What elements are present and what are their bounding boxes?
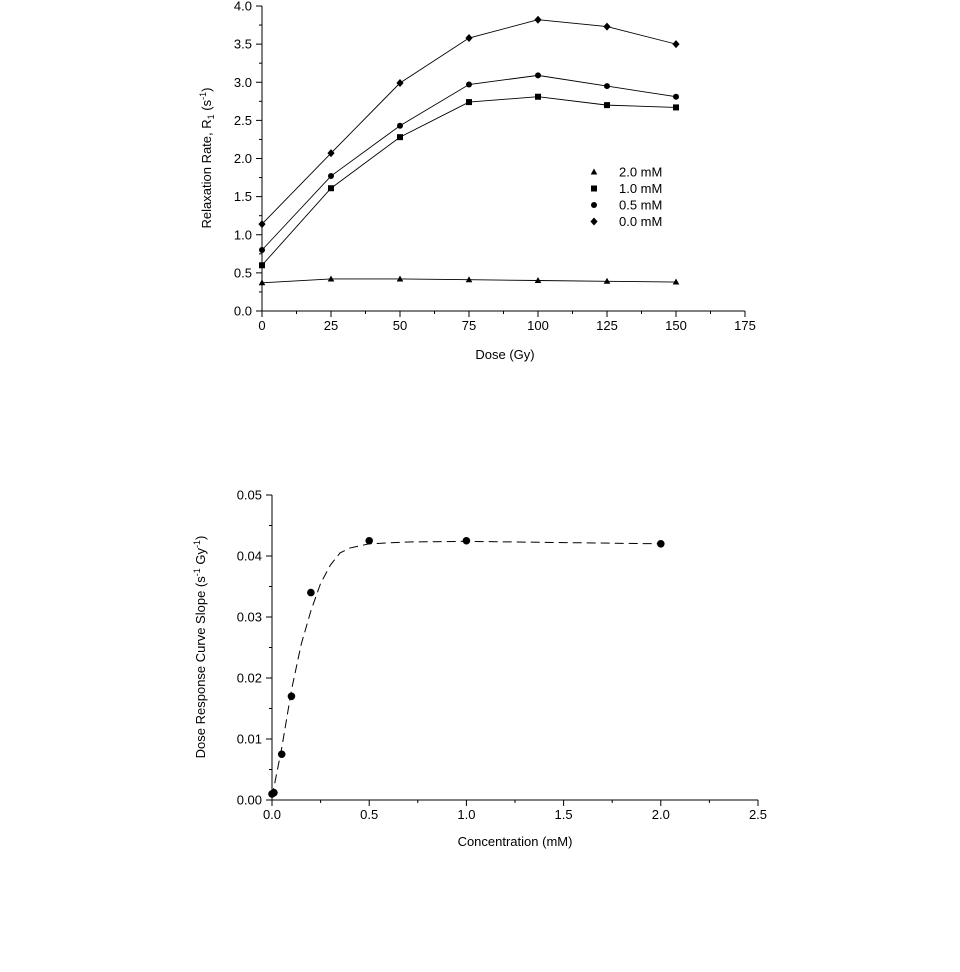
chart1-data-point bbox=[465, 34, 472, 42]
chart1-y-tick-label: 3.5 bbox=[233, 36, 252, 52]
chart1-data-point bbox=[328, 275, 335, 281]
chart1-legend bbox=[590, 165, 662, 230]
chart1-legend-marker bbox=[590, 218, 597, 226]
chart2-x-tick-label: 0.5 bbox=[360, 807, 379, 822]
chart1-x-tick-label: 50 bbox=[392, 318, 408, 333]
chart1-x-tick-label: 100 bbox=[527, 318, 549, 333]
chart2-data-point bbox=[288, 693, 296, 701]
chart2-y-tick-label: 0.03 bbox=[236, 609, 262, 625]
chart2-x-tick-label: 1.5 bbox=[554, 807, 573, 822]
chart1-x-axis-title: Dose (Gy) bbox=[475, 347, 535, 362]
chart1-y-tick-label: 0.0 bbox=[233, 303, 252, 319]
chart2-y-title-sup2: -1 bbox=[192, 539, 202, 549]
chart2-y-title-close: ) bbox=[193, 535, 208, 540]
chart1-data-point bbox=[673, 279, 680, 285]
chart1-data-point bbox=[466, 99, 472, 105]
chart1-legend-label: 0.5 mM bbox=[619, 197, 663, 213]
chart1-data-point bbox=[534, 16, 541, 24]
chart1-data-point bbox=[397, 275, 404, 281]
chart1-x-tick-label: 175 bbox=[734, 318, 756, 333]
chart1-data-point bbox=[603, 23, 610, 31]
chart1-x-tick-label: 75 bbox=[461, 318, 477, 333]
chart1-legend-marker bbox=[591, 186, 597, 192]
chart1-series-line-3 bbox=[262, 20, 676, 224]
chart2-data-point bbox=[463, 537, 471, 545]
chart1-data-point bbox=[604, 102, 610, 108]
chart1-data-point bbox=[604, 278, 611, 284]
chart1-y-axis-title bbox=[198, 88, 216, 229]
chart2-x-tick-label: 1.0 bbox=[457, 807, 476, 822]
chart2-fit-curve bbox=[272, 541, 661, 797]
chart2-data-point bbox=[365, 537, 373, 545]
chart2-series-group bbox=[268, 537, 664, 798]
chart2-y-title-mid: Gy bbox=[193, 548, 208, 569]
chart2-x-tick-label: 0.0 bbox=[262, 807, 282, 822]
chart1-y-tick-label: 1.5 bbox=[233, 189, 252, 205]
chart1-y-tick-label: 0.5 bbox=[233, 265, 252, 281]
chart1-data-point bbox=[466, 276, 473, 282]
chart2-data-point bbox=[278, 750, 286, 758]
chart1-legend-marker bbox=[591, 202, 597, 208]
chart1-x-tick-label: 150 bbox=[665, 318, 687, 333]
chart1-data-point bbox=[328, 173, 334, 179]
chart1-legend-label: 1.0 mM bbox=[619, 181, 663, 196]
chart2-x-tick-label: 2.0 bbox=[651, 807, 670, 822]
chart1-data-point bbox=[397, 123, 403, 129]
chart2-y-title-sup1: -1 bbox=[192, 568, 202, 577]
chart1-x-tick-label: 0 bbox=[258, 318, 266, 333]
chart1-y-tick-label: 2.0 bbox=[233, 151, 252, 166]
chart1-legend-marker bbox=[591, 169, 598, 175]
chart1-data-point bbox=[673, 104, 679, 110]
chart2-y-axis-title bbox=[192, 536, 208, 759]
chart2-y-tick-label: 0.02 bbox=[236, 670, 262, 686]
chart1-y-title-close: ) bbox=[199, 87, 214, 92]
dose-response-slope-chart bbox=[192, 488, 767, 850]
relaxation-rate-chart bbox=[198, 0, 756, 362]
chart1-series-group bbox=[258, 16, 679, 286]
chart1-x-tick-label: 125 bbox=[596, 318, 618, 333]
chart1-y-title-superscript: -1 bbox=[198, 91, 208, 100]
chart2-y-title-main: Dose Response Curve Slope (s bbox=[193, 576, 208, 759]
chart1-data-point bbox=[604, 83, 610, 89]
chart2-y-tick-label: 0.01 bbox=[236, 731, 262, 747]
chart1-series-line-1 bbox=[262, 97, 676, 266]
chart2-data-point bbox=[270, 789, 278, 797]
chart1-data-point bbox=[466, 82, 472, 88]
chart1-y-title-subscript: 1 bbox=[206, 114, 216, 120]
chart1-data-point bbox=[673, 94, 679, 100]
chart2-axes bbox=[237, 488, 767, 823]
chart2-data-point bbox=[657, 540, 665, 548]
chart2-x-tick-label: 2.5 bbox=[748, 807, 768, 822]
chart1-y-tick-label: 2.5 bbox=[233, 112, 252, 128]
chart1-y-tick-label: 4.0 bbox=[233, 0, 252, 14]
chart1-x-tick-label: 25 bbox=[323, 318, 339, 333]
chart1-data-point bbox=[397, 134, 403, 140]
chart1-data-point bbox=[672, 40, 679, 48]
chart1-data-point bbox=[328, 185, 334, 191]
chart2-data-point bbox=[307, 589, 315, 597]
chart1-y-title-unit: (s bbox=[199, 99, 214, 115]
chart1-data-point bbox=[535, 277, 542, 283]
chart2-y-tick-label: 0.05 bbox=[236, 487, 262, 503]
chart1-data-point bbox=[535, 94, 541, 100]
chart1-legend-label: 2.0 mM bbox=[619, 164, 663, 180]
chart1-y-title-main: Relaxation Rate, R bbox=[199, 119, 214, 229]
chart1-y-tick-label: 3.0 bbox=[233, 74, 252, 90]
chart2-y-tick-label: 0.04 bbox=[236, 548, 262, 564]
chart1-data-point bbox=[535, 72, 541, 78]
chart2-x-axis-title: Concentration (mM) bbox=[457, 834, 573, 849]
chart2-y-tick-label: 0.00 bbox=[236, 792, 262, 808]
chart1-legend-label: 0.0 mM bbox=[619, 214, 663, 229]
chart1-y-tick-label: 1.0 bbox=[233, 227, 252, 243]
